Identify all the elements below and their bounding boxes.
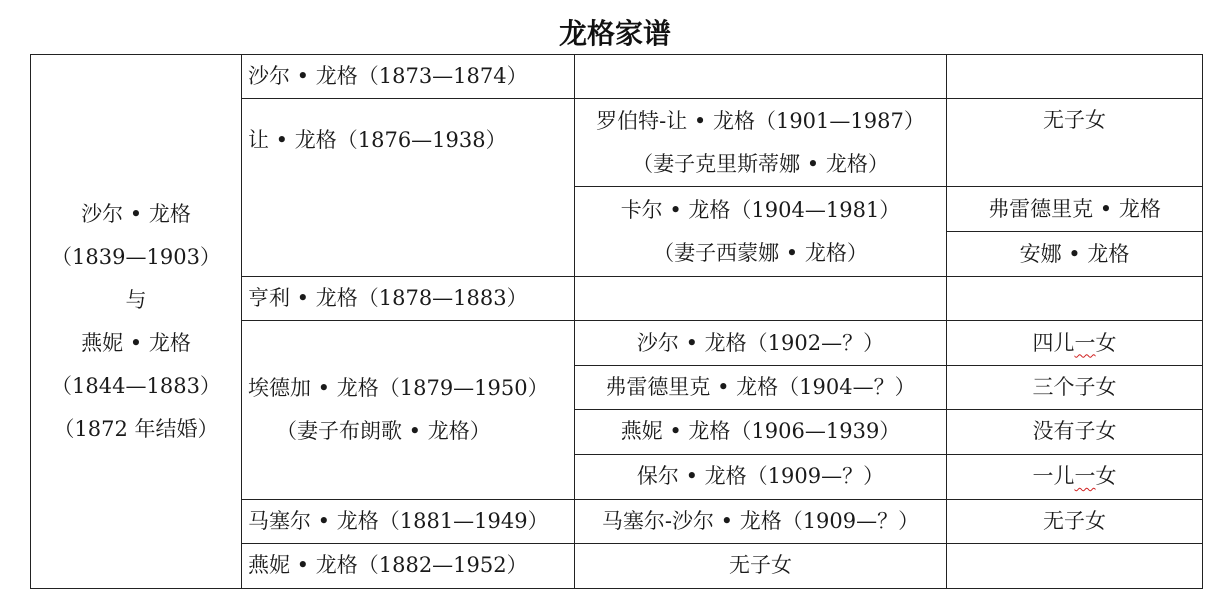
grandchild-cell: 燕妮 • 龙格（1906—1939）: [575, 409, 947, 454]
child-cell: 让 • 龙格（1876—1938）: [242, 99, 575, 277]
spellcheck-mark: 一: [1074, 464, 1096, 489]
issue-text: 女: [1095, 464, 1117, 489]
spellcheck-mark: 一: [1074, 330, 1096, 355]
issue-cell: 安娜 • 龙格: [947, 232, 1203, 277]
founder-dates: （1844—1883）: [51, 373, 221, 398]
issue-cell: 无子女: [947, 99, 1203, 187]
grandchild-name: 卡尔 • 龙格（1904—1981）: [620, 197, 901, 222]
table-row: [31, 55, 1203, 99]
grandchild-cell: [575, 277, 947, 321]
marriage-year: （1872 年结婚）: [53, 416, 219, 441]
grandchild-cell: 保尔 • 龙格（1909—？）: [575, 454, 947, 499]
family-tree-table: [30, 54, 1203, 589]
founder-name: 沙尔 • 龙格: [81, 201, 191, 226]
issue-cell: 弗雷德里克 • 龙格: [947, 187, 1203, 232]
issue-text: 一儿: [1032, 464, 1075, 489]
issue-text: 没有子女: [1032, 419, 1117, 444]
page-title: 龙格家谱: [558, 17, 671, 50]
child-cell: 亨利 • 龙格（1878—1883）: [242, 277, 575, 321]
founder-conjunction: 与: [125, 287, 147, 312]
issue-cell: [947, 409, 1203, 454]
issue-cell: 无子女: [947, 499, 1203, 543]
empty-cell: [947, 543, 1203, 588]
founders-cell: [31, 55, 242, 589]
issue-cell: [947, 55, 1203, 99]
issue-cell: 无子女: [575, 543, 947, 588]
founder-dates: （1839—1903）: [51, 244, 221, 269]
child-cell: 燕妮 • 龙格（1882—1952）: [242, 543, 575, 588]
issue-cell: [947, 277, 1203, 321]
spouse-name: （妻子布朗歌 • 龙格）: [276, 419, 491, 444]
issue-text: 三个子女: [1032, 374, 1117, 399]
spouse-name: （妻子西蒙娜 • 龙格）: [653, 240, 868, 265]
issue-text: 四儿: [1032, 330, 1075, 355]
grandchild-cell: 沙尔 • 龙格（1902—？）: [575, 321, 947, 365]
grandchild-cell: [575, 99, 947, 187]
spouse-name: （妻子克里斯蒂娜 • 龙格）: [632, 151, 889, 176]
child-cell: 沙尔 • 龙格（1873—1874）: [242, 55, 575, 99]
issue-cell: [947, 365, 1203, 409]
grandchild-cell: 弗雷德里克 • 龙格（1904—？）: [575, 365, 947, 409]
issue-text: 女: [1095, 330, 1117, 355]
child-cell: [242, 321, 575, 499]
grandchild-cell: [575, 55, 947, 99]
grandchild-cell: 马塞尔-沙尔 • 龙格（1909—？）: [575, 499, 947, 543]
child-name: 埃德加 • 龙格（1879—1950）: [248, 376, 549, 401]
founder-name: 燕妮 • 龙格: [81, 330, 191, 355]
child-cell: 马塞尔 • 龙格（1881—1949）: [242, 499, 575, 543]
issue-cell: [947, 454, 1203, 499]
issue-cell: [947, 321, 1203, 365]
grandchild-name: 罗伯特-让 • 龙格（1901—1987）: [596, 108, 925, 133]
grandchild-cell: [575, 187, 947, 277]
